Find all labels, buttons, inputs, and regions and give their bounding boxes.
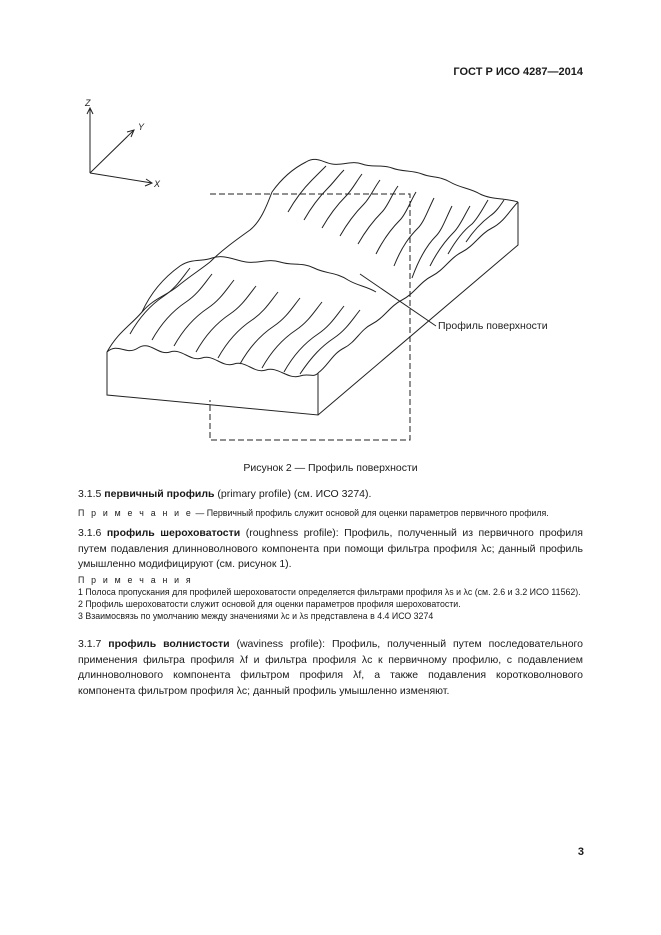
callout-label: Профиль поверхности xyxy=(438,320,548,332)
surface-profile-figure xyxy=(60,90,580,455)
front-wavy-edge xyxy=(107,346,318,377)
note-1: 1 Полоса пропускания для профилей шероховатости определяется фильтрами профиля λs и λc (см. 2.6 и 3.2 ИСО 11562). xyxy=(78,587,581,597)
left-back-edge xyxy=(107,262,210,352)
note-3-1-5 xyxy=(78,507,583,519)
note-text: — Первичный профиль служит основой для оценки параметров первичного профиля. xyxy=(193,508,549,518)
definition: (roughness profile): Профиль, полученный из первичного профиля путем подавления длинноволнового компонента при помощи фильтра профиля λc; данный профиль умышленно модифицируют (см. рисунок 1). xyxy=(78,527,583,571)
section-number: 3.1.5 xyxy=(78,488,105,500)
note-label: П р и м е ч а н и е xyxy=(78,508,194,518)
back-crest xyxy=(272,159,518,202)
section-3-1-6 xyxy=(78,526,583,573)
section-3-1-5 xyxy=(78,487,583,503)
back-left-ridge xyxy=(210,192,272,262)
surface-ridges xyxy=(130,166,504,374)
term: профиль шероховатости xyxy=(106,527,241,539)
axis-label-y: Y xyxy=(138,122,145,132)
x-axis-line xyxy=(90,173,152,183)
figure-caption: Рисунок 2 — Профиль поверхности xyxy=(243,462,418,474)
notes-3-1-6 xyxy=(78,574,583,622)
block-front-face xyxy=(107,352,318,415)
document-code: ГОСТ Р ИСО 4287—2014 xyxy=(453,66,583,78)
axis-label-x: X xyxy=(154,179,161,189)
y-axis-line xyxy=(90,130,134,173)
definition: (primary profile) (см. ИСО 3274). xyxy=(214,488,372,500)
term: профиль волнистости xyxy=(108,638,230,650)
block-right-face xyxy=(318,202,518,415)
page-number: 3 xyxy=(577,846,584,858)
notes-label: П р и м е ч а н и я xyxy=(78,575,193,585)
definition: (waviness profile): Профиль, полученный путем последовательного применения фильтра профиля λf и фильтра профиля λc к первичному профилю, с подавлением длинноволнового компонента фильтром профиля λf, а также подавления коротковолнового компонента фильтром профиля λc; данный профиль умышленно изменяют. xyxy=(78,638,583,697)
section-number: 3.1.7 xyxy=(78,638,109,650)
note-2: 2 Профиль шероховатости служит основой для оценки параметров профиля шероховатости. xyxy=(78,599,461,609)
note-3: 3 Взаимосвязь по умолчанию между значениями λc и λs представлена в 4.4 ИСО 3274 xyxy=(78,611,434,621)
section-number: 3.1.6 xyxy=(78,527,107,539)
axis-label-z: Z xyxy=(85,98,91,108)
term: первичный профиль xyxy=(104,488,215,500)
callout-leader xyxy=(360,274,436,326)
section-3-1-7 xyxy=(78,637,583,699)
